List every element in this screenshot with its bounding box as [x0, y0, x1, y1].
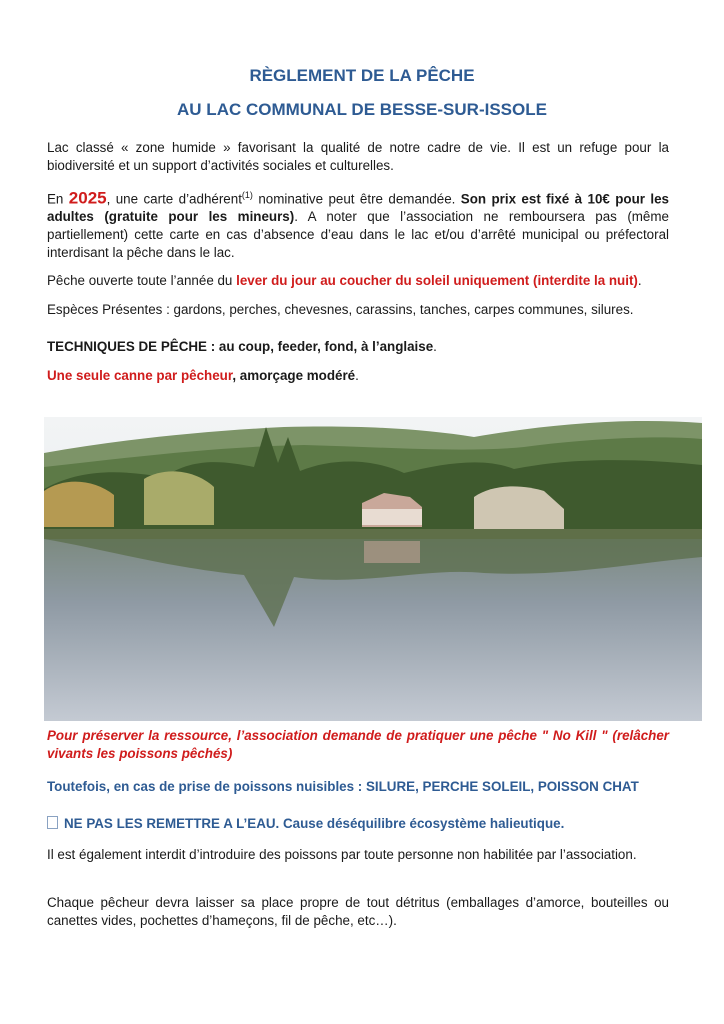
card-price: Son prix est fixé à 10€ pour les adultes (gratuite pour les mineurs)	[47, 191, 669, 225]
hours-highlight: lever du jour au coucher du soleil uniquement (interdite la nuit)	[236, 273, 638, 288]
card-prefix: En	[47, 191, 69, 207]
pests-warning: NE PAS LES REMETTRE A L’EAU. Cause déséquilibre écosystème halieutique.	[64, 816, 565, 831]
card-footnote: (1)	[241, 190, 253, 200]
card-middle: , une carte d’adhérent	[106, 191, 242, 207]
clean-paragraph: Chaque pêcheur devra laisser sa place propre de tout détritus (emballages d’amorce, bouteilles ou canettes vides, pochettes d’hameçons, fil de pêche, etc…).	[47, 895, 669, 928]
pests-paragraph: Toutefois, en cas de prise de poissons nuisibles : SILURE, PERCHE SOLEIL, POISSON CHAT	[47, 779, 639, 794]
nokill-paragraph: Pour préserver la ressource, l’association demande de pratiquer une pêche " No Kill " (relâcher vivants les poissons pêchés)	[47, 728, 669, 761]
hours-suffix: .	[637, 273, 642, 288]
rod-bold: , amorçage modéré	[232, 368, 356, 383]
missing-glyph-icon	[47, 816, 58, 829]
introduce-paragraph: Il est également interdit d’introduire des poissons par toute personne non habilitée par l’association.	[47, 847, 637, 862]
card-year: 2025	[68, 188, 107, 208]
intro-paragraph: Lac classé « zone humide » favorisant la qualité de notre cadre de vie. Il est un refuge pour la biodiversité et un support d’activités sociales et culturelles.	[47, 140, 669, 173]
species-paragraph: Espèces Présentes : gardons, perches, chevesnes, carassins, tanches, carpes communes, silures.	[47, 302, 634, 317]
pests-warning-line	[47, 815, 669, 833]
card-paragraph	[47, 186, 669, 262]
rod-line	[47, 367, 669, 385]
card-rest: . A noter que l’association ne remboursera pas (même partiellement) cette carte en cas d’absence d’eau dans le lac et/ou d’arrêté municipal ou préfectoral interdisant la pêche dans le lac.	[47, 209, 669, 261]
hours-paragraph	[47, 272, 669, 290]
photo-house-reflection	[364, 541, 420, 563]
techniques-line	[47, 338, 669, 356]
hours-prefix: Pêche ouverte toute l’année du	[47, 273, 237, 288]
title-line-1: RÈGLEMENT DE LA PÊCHE	[249, 66, 475, 85]
techniques-end: .	[433, 339, 437, 354]
rod-end: .	[355, 368, 359, 383]
techniques-text: TECHNIQUES DE PÊCHE : au coup, feeder, fond, à l’anglaise	[47, 339, 434, 354]
photo-yellow-tree	[44, 482, 114, 527]
card-after-note: nominative peut être demandée.	[252, 191, 461, 207]
rod-red: Une seule canne par pêcheur	[47, 368, 233, 383]
title-line-2: AU LAC COMMUNAL DE BESSE-SUR-ISSOLE	[177, 100, 547, 119]
photo-shore	[44, 529, 702, 539]
photo-willow	[144, 471, 214, 525]
lake-photo	[44, 417, 702, 721]
photo-house-wall	[362, 509, 422, 525]
lake-photo-svg	[44, 417, 702, 721]
